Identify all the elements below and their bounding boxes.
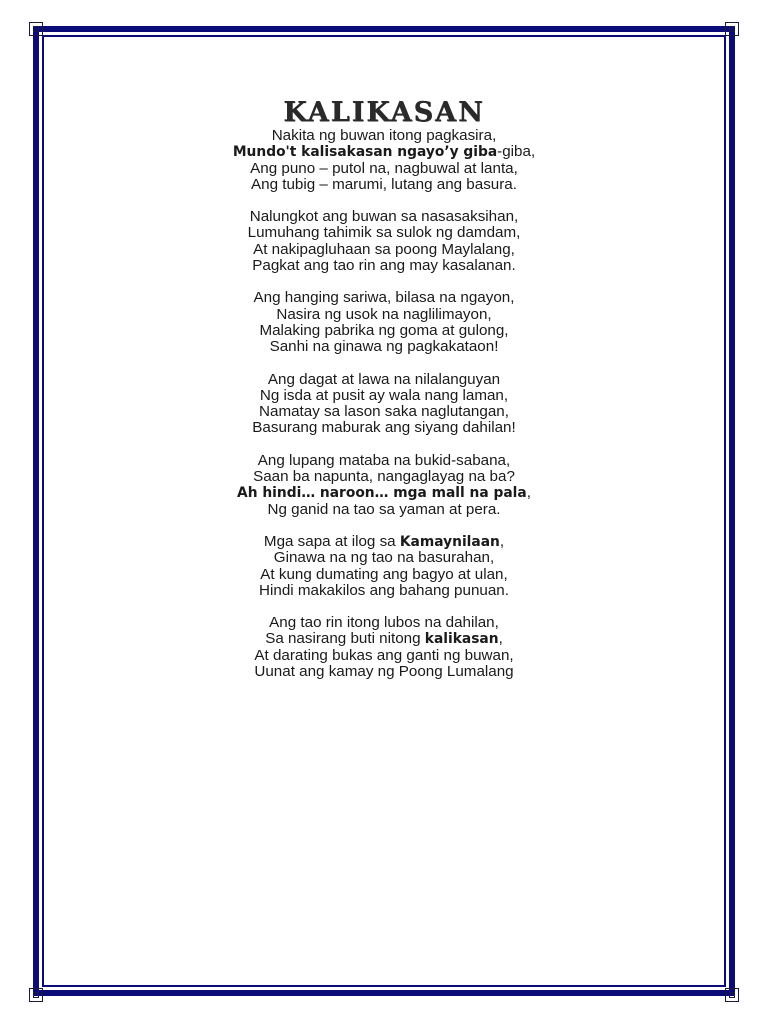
poem-line (184, 323, 584, 339)
poem-line (184, 209, 584, 225)
line-text: At darating bukas ang ganti ng buwan, (254, 646, 514, 664)
line-text: At nakipagluhaan sa poong Maylalang, (253, 240, 515, 258)
line-text: Ang lupang mataba na bukid-sabana, (257, 451, 511, 469)
poem-line (184, 420, 584, 436)
poem-line (184, 225, 584, 241)
poem-line (184, 485, 584, 501)
poem-line (184, 631, 584, 647)
stanza (184, 290, 584, 355)
line-text: , (499, 532, 505, 550)
poem-line (184, 404, 584, 420)
line-text: Pagkat ang tao rin ang may kasalanan. (252, 257, 516, 275)
bold-text: Kamaynilaan (399, 533, 500, 550)
line-text: , (526, 484, 531, 502)
line-text: Uunat ang kamay ng Poong Lumalang (254, 663, 514, 681)
poem-line (184, 534, 584, 550)
stanza (184, 209, 584, 274)
poem-line (184, 339, 584, 355)
poem-line (184, 453, 584, 469)
line-text: Hindi makakilos ang bahang punuan. (259, 581, 509, 599)
corner-ornament-bottom-left (29, 988, 43, 1002)
poem-line (184, 388, 584, 404)
stanza (184, 128, 584, 193)
line-text: Ginawa na ng tao na basurahan, (273, 549, 495, 567)
poem-line (184, 372, 584, 388)
poem-line (184, 144, 584, 160)
corner-ornament-top-right (725, 22, 739, 36)
poem-line (184, 469, 584, 485)
line-text: Namatay sa lason saka naglutangan, (259, 403, 509, 421)
poem (184, 98, 584, 696)
bold-text: kalikasan (424, 631, 499, 648)
line-text: Basurang maburak ang siyang dahilan! (252, 419, 516, 437)
line-text: , (498, 630, 503, 648)
poem-line (184, 177, 584, 193)
poem-line (184, 242, 584, 258)
line-text: Sanhi na ginawa ng pagkakataon! (269, 338, 499, 356)
line-text: Ang tubig – marumi, lutang ang basura. (251, 175, 517, 193)
poem-line (184, 664, 584, 680)
poem-line (184, 502, 584, 518)
corner-ornament-top-left (29, 22, 43, 36)
poem-line (184, 615, 584, 631)
stanza (184, 453, 584, 518)
line-text: Ang tao rin itong lubos na dahilan, (269, 614, 499, 632)
line-text: -giba, (497, 143, 536, 161)
poem-title: KALIKASAN (283, 97, 485, 128)
corner-ornament-bottom-right (725, 988, 739, 1002)
bold-text: Ah hindi… naroon… mga mall na pala (237, 485, 527, 502)
line-text: Sa nasirang buti nitong (265, 630, 425, 648)
line-text: Malaking pabrika ng goma at gulong, (259, 321, 509, 339)
poem-line (184, 128, 584, 144)
stanza (184, 615, 584, 680)
stanza (184, 534, 584, 599)
line-text: Ng isda at pusit ay wala nang laman, (259, 386, 509, 404)
poem-line (184, 567, 584, 583)
bold-text: Mundo't kalisakasan ngayo’y giba (232, 144, 498, 161)
line-text: Nalungkot ang buwan sa nasasaksihan, (249, 208, 519, 226)
poem-body (184, 128, 584, 680)
poem-line (184, 290, 584, 306)
poem-line (184, 648, 584, 664)
line-text: Saan ba napunta, nangaglayag na ba? (253, 468, 515, 486)
poem-line (184, 258, 584, 274)
line-text: Ang hanging sariwa, bilasa na ngayon, (253, 289, 515, 307)
line-text: Ang dagat at lawa na nilalanguyan (267, 370, 501, 388)
line-text: At kung dumating ang bagyo at ulan, (260, 565, 508, 583)
poem-line (184, 583, 584, 599)
poem-line (184, 550, 584, 566)
line-text: Ng ganid na tao sa yaman at pera. (267, 500, 501, 518)
line-text: Nakita ng buwan itong pagkasira, (271, 127, 497, 144)
poem-line (184, 161, 584, 177)
poem-line (184, 307, 584, 323)
stanza (184, 372, 584, 437)
line-text: Mga sapa at ilog sa (263, 532, 400, 550)
line-text: Ang puno – putol na, nagbuwal at lanta, (250, 159, 518, 177)
line-text: Lumuhang tahimik sa sulok ng damdam, (247, 224, 521, 242)
line-text: Nasira ng usok na naglilimayon, (276, 305, 492, 323)
